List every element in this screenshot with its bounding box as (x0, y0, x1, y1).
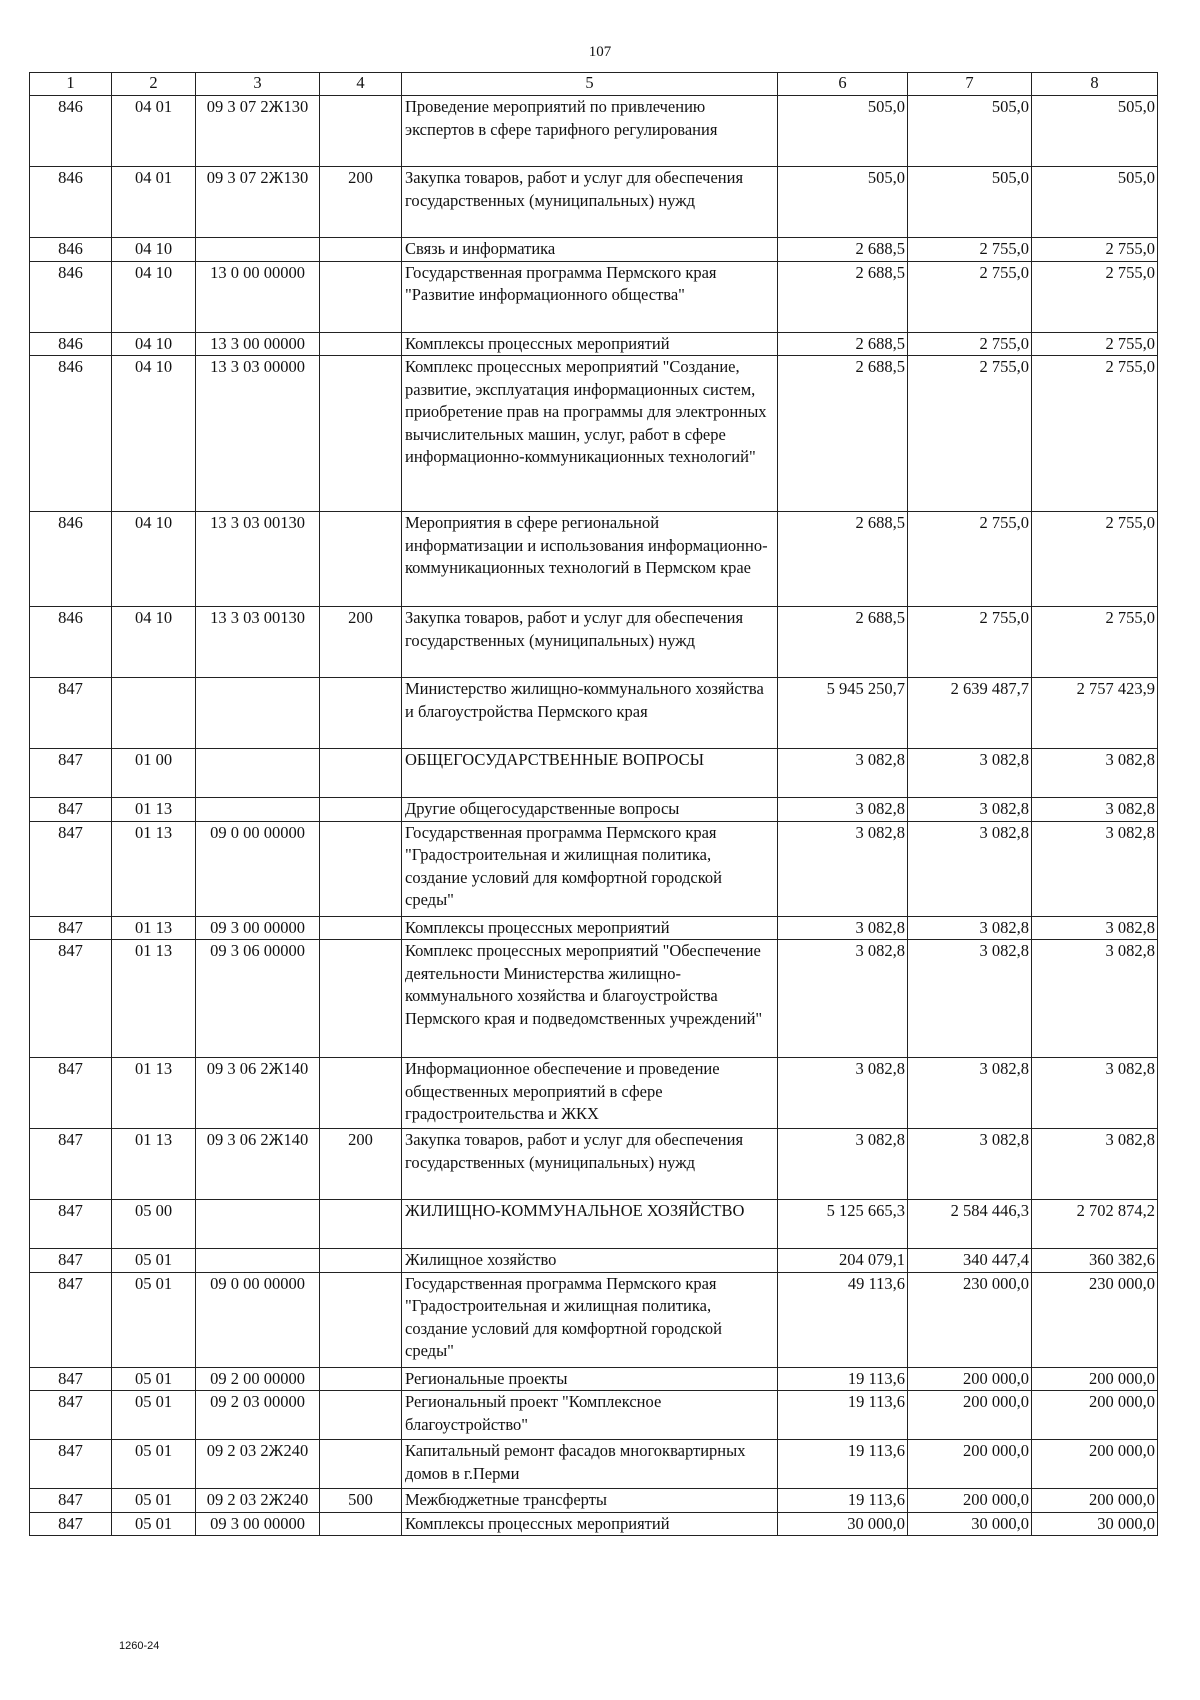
expense-type-cell (320, 1391, 402, 1440)
amount-col7-cell: 2 755,0 (908, 261, 1032, 332)
item-name-cell: ЖИЛИЩНО-КОММУНАЛЬНОЕ ХОЗЯЙСТВО (402, 1200, 778, 1249)
ministry-code-cell: 847 (30, 821, 112, 916)
amount-col8-cell: 3 082,8 (1032, 1129, 1158, 1200)
amount-col8-cell: 230 000,0 (1032, 1272, 1158, 1367)
item-name-cell: Региональные проекты (402, 1367, 778, 1391)
amount-col8-cell: 2 755,0 (1032, 356, 1158, 512)
section-code-cell: 01 13 (112, 798, 196, 822)
item-name-cell: Комплекс процессных мероприятий "Создание, развитие, эксплуатация информационных систем, приобретение прав на программы для электронных вычислительных машин, услуг, работ в сфере информационно-коммуникационных технологий" (402, 356, 778, 512)
target-article-cell: 09 3 06 00000 (196, 940, 320, 1058)
ministry-code-cell: 847 (30, 1512, 112, 1536)
column-header: 5 (402, 73, 778, 96)
amount-col6-cell: 2 688,5 (778, 356, 908, 512)
ministry-code-cell: 847 (30, 1367, 112, 1391)
expense-type-cell: 500 (320, 1489, 402, 1513)
amount-col7-cell: 200 000,0 (908, 1489, 1032, 1513)
section-code-cell: 01 13 (112, 916, 196, 940)
item-name-cell: Комплексы процессных мероприятий (402, 332, 778, 356)
item-name-cell: ОБЩЕГОСУДАРСТВЕННЫЕ ВОПРОСЫ (402, 749, 778, 798)
column-header: 6 (778, 73, 908, 96)
target-article-cell (196, 749, 320, 798)
section-code-cell: 04 10 (112, 238, 196, 262)
expense-type-cell (320, 332, 402, 356)
section-code-cell: 05 01 (112, 1440, 196, 1489)
item-name-cell: Комплекс процессных мероприятий "Обеспечение деятельности Министерства жилищно-коммунального хозяйства и благоустройства Пермского края и подведомственных учреждений" (402, 940, 778, 1058)
column-header: 3 (196, 73, 320, 96)
expense-type-cell (320, 821, 402, 916)
expense-type-cell (320, 749, 402, 798)
amount-col6-cell: 3 082,8 (778, 798, 908, 822)
column-header: 8 (1032, 73, 1158, 96)
item-name-cell: Закупка товаров, работ и услуг для обеспечения государственных (муниципальных) нужд (402, 607, 778, 678)
target-article-cell: 09 2 03 00000 (196, 1391, 320, 1440)
amount-col7-cell: 3 082,8 (908, 940, 1032, 1058)
target-article-cell: 09 3 07 2Ж130 (196, 167, 320, 238)
target-article-cell: 09 3 00 00000 (196, 1512, 320, 1536)
target-article-cell (196, 1200, 320, 1249)
budget-table (29, 72, 1158, 1536)
section-code-cell: 01 13 (112, 1058, 196, 1129)
amount-col6-cell: 3 082,8 (778, 1129, 908, 1200)
target-article-cell: 09 3 07 2Ж130 (196, 96, 320, 167)
amount-col8-cell: 360 382,6 (1032, 1249, 1158, 1273)
target-article-cell: 13 3 03 00130 (196, 512, 320, 607)
target-article-cell (196, 1249, 320, 1273)
table-row (30, 96, 1158, 167)
expense-type-cell (320, 1512, 402, 1536)
table-row (30, 1272, 1158, 1367)
ministry-code-cell: 846 (30, 167, 112, 238)
section-code-cell: 04 10 (112, 512, 196, 607)
item-name-cell: Региональный проект "Комплексное благоустройство" (402, 1391, 778, 1440)
table-row (30, 798, 1158, 822)
expense-type-cell (320, 798, 402, 822)
table-row (30, 1249, 1158, 1273)
amount-col7-cell: 340 447,4 (908, 1249, 1032, 1273)
amount-col7-cell: 200 000,0 (908, 1367, 1032, 1391)
expense-type-cell (320, 238, 402, 262)
expense-type-cell (320, 1272, 402, 1367)
table-row (30, 1129, 1158, 1200)
amount-col7-cell: 505,0 (908, 167, 1032, 238)
amount-col6-cell: 30 000,0 (778, 1512, 908, 1536)
expense-type-cell (320, 916, 402, 940)
amount-col6-cell: 49 113,6 (778, 1272, 908, 1367)
section-code-cell: 04 10 (112, 332, 196, 356)
amount-col6-cell: 5 945 250,7 (778, 678, 908, 749)
section-code-cell: 01 13 (112, 821, 196, 916)
amount-col8-cell: 2 755,0 (1032, 332, 1158, 356)
target-article-cell (196, 238, 320, 262)
amount-col8-cell: 3 082,8 (1032, 940, 1158, 1058)
item-name-cell: Государственная программа Пермского края "Градостроительная и жилищная политика, создание условий для комфортной городской среды" (402, 1272, 778, 1367)
column-header: 2 (112, 73, 196, 96)
column-header: 4 (320, 73, 402, 96)
section-code-cell: 05 01 (112, 1391, 196, 1440)
ministry-code-cell: 847 (30, 940, 112, 1058)
amount-col6-cell: 19 113,6 (778, 1367, 908, 1391)
item-name-cell: Закупка товаров, работ и услуг для обеспечения государственных (муниципальных) нужд (402, 167, 778, 238)
target-article-cell: 09 2 03 2Ж240 (196, 1440, 320, 1489)
ministry-code-cell: 846 (30, 238, 112, 262)
item-name-cell: Государственная программа Пермского края "Развитие информационного общества" (402, 261, 778, 332)
ministry-code-cell: 847 (30, 798, 112, 822)
amount-col8-cell: 505,0 (1032, 167, 1158, 238)
table-row (30, 940, 1158, 1058)
target-article-cell: 09 2 00 00000 (196, 1367, 320, 1391)
amount-col7-cell: 3 082,8 (908, 1058, 1032, 1129)
section-code-cell: 05 01 (112, 1367, 196, 1391)
target-article-cell: 13 0 00 00000 (196, 261, 320, 332)
section-code-cell: 01 00 (112, 749, 196, 798)
target-article-cell (196, 678, 320, 749)
amount-col7-cell: 2 755,0 (908, 356, 1032, 512)
ministry-code-cell: 847 (30, 678, 112, 749)
table-row (30, 678, 1158, 749)
amount-col7-cell: 230 000,0 (908, 1272, 1032, 1367)
amount-col6-cell: 505,0 (778, 96, 908, 167)
amount-col6-cell: 3 082,8 (778, 749, 908, 798)
table-row (30, 1200, 1158, 1249)
expense-type-cell (320, 1440, 402, 1489)
column-header: 1 (30, 73, 112, 96)
amount-col8-cell: 2 755,0 (1032, 512, 1158, 607)
ministry-code-cell: 846 (30, 261, 112, 332)
table-row (30, 1489, 1158, 1513)
ministry-code-cell: 847 (30, 749, 112, 798)
table-row (30, 332, 1158, 356)
table-row (30, 821, 1158, 916)
amount-col8-cell: 30 000,0 (1032, 1512, 1158, 1536)
amount-col8-cell: 2 755,0 (1032, 238, 1158, 262)
ministry-code-cell: 846 (30, 332, 112, 356)
amount-col8-cell: 3 082,8 (1032, 749, 1158, 798)
amount-col7-cell: 200 000,0 (908, 1440, 1032, 1489)
amount-col8-cell: 200 000,0 (1032, 1367, 1158, 1391)
section-code-cell: 05 01 (112, 1489, 196, 1513)
amount-col6-cell: 2 688,5 (778, 238, 908, 262)
amount-col7-cell: 30 000,0 (908, 1512, 1032, 1536)
amount-col8-cell: 3 082,8 (1032, 798, 1158, 822)
table-row (30, 1367, 1158, 1391)
item-name-cell: Министерство жилищно-коммунального хозяйства и благоустройства Пермского края (402, 678, 778, 749)
ministry-code-cell: 847 (30, 1058, 112, 1129)
ministry-code-cell: 847 (30, 1200, 112, 1249)
section-code-cell (112, 678, 196, 749)
amount-col8-cell: 2 755,0 (1032, 261, 1158, 332)
expense-type-cell: 200 (320, 167, 402, 238)
amount-col7-cell: 3 082,8 (908, 1129, 1032, 1200)
target-article-cell: 09 3 06 2Ж140 (196, 1058, 320, 1129)
item-name-cell: Другие общегосударственные вопросы (402, 798, 778, 822)
item-name-cell: Информационное обеспечение и проведение общественных мероприятий в сфере градостроительства и ЖКХ (402, 1058, 778, 1129)
expense-type-cell: 200 (320, 607, 402, 678)
table-row (30, 238, 1158, 262)
ministry-code-cell: 846 (30, 512, 112, 607)
amount-col8-cell: 505,0 (1032, 96, 1158, 167)
amount-col8-cell: 200 000,0 (1032, 1440, 1158, 1489)
amount-col8-cell: 200 000,0 (1032, 1391, 1158, 1440)
section-code-cell: 01 13 (112, 1129, 196, 1200)
ministry-code-cell: 847 (30, 1249, 112, 1273)
ministry-code-cell: 846 (30, 607, 112, 678)
table-row (30, 1058, 1158, 1129)
amount-col6-cell: 19 113,6 (778, 1489, 908, 1513)
table-row (30, 749, 1158, 798)
expense-type-cell: 200 (320, 1129, 402, 1200)
amount-col7-cell: 3 082,8 (908, 749, 1032, 798)
target-article-cell: 09 3 00 00000 (196, 916, 320, 940)
table-row (30, 512, 1158, 607)
amount-col8-cell: 2 757 423,9 (1032, 678, 1158, 749)
amount-col7-cell: 2 755,0 (908, 332, 1032, 356)
ministry-code-cell: 846 (30, 96, 112, 167)
item-name-cell: Связь и информатика (402, 238, 778, 262)
expense-type-cell (320, 512, 402, 607)
ministry-code-cell: 847 (30, 1391, 112, 1440)
ministry-code-cell: 847 (30, 1129, 112, 1200)
table-row (30, 1440, 1158, 1489)
amount-col7-cell: 3 082,8 (908, 798, 1032, 822)
table-row (30, 167, 1158, 238)
expense-type-cell (320, 940, 402, 1058)
item-name-cell: Проведение мероприятий по привлечению экспертов в сфере тарифного регулирования (402, 96, 778, 167)
item-name-cell: Межбюджетные трансферты (402, 1489, 778, 1513)
item-name-cell: Мероприятия в сфере региональной информатизации и использования информационно-коммуникационных технологий в Пермском крае (402, 512, 778, 607)
amount-col7-cell: 2 755,0 (908, 607, 1032, 678)
section-code-cell: 05 01 (112, 1272, 196, 1367)
expense-type-cell (320, 1367, 402, 1391)
expense-type-cell (320, 678, 402, 749)
section-code-cell: 04 01 (112, 167, 196, 238)
section-code-cell: 04 10 (112, 261, 196, 332)
target-article-cell: 13 3 03 00130 (196, 607, 320, 678)
ministry-code-cell: 847 (30, 1272, 112, 1367)
page-number: 107 (588, 44, 612, 60)
table-row (30, 607, 1158, 678)
section-code-cell: 05 01 (112, 1249, 196, 1273)
expense-type-cell (320, 261, 402, 332)
item-name-cell: Закупка товаров, работ и услуг для обеспечения государственных (муниципальных) нужд (402, 1129, 778, 1200)
amount-col6-cell: 5 125 665,3 (778, 1200, 908, 1249)
amount-col7-cell: 2 639 487,7 (908, 678, 1032, 749)
column-header: 7 (908, 73, 1032, 96)
item-name-cell: Жилищное хозяйство (402, 1249, 778, 1273)
amount-col7-cell: 2 584 446,3 (908, 1200, 1032, 1249)
amount-col6-cell: 204 079,1 (778, 1249, 908, 1273)
amount-col7-cell: 3 082,8 (908, 916, 1032, 940)
section-code-cell: 04 10 (112, 607, 196, 678)
amount-col7-cell: 505,0 (908, 96, 1032, 167)
target-article-cell: 13 3 00 00000 (196, 332, 320, 356)
target-article-cell: 09 0 00 00000 (196, 1272, 320, 1367)
section-code-cell: 05 01 (112, 1512, 196, 1536)
section-code-cell: 04 01 (112, 96, 196, 167)
target-article-cell: 09 2 03 2Ж240 (196, 1489, 320, 1513)
item-name-cell: Комплексы процессных мероприятий (402, 1512, 778, 1536)
amount-col6-cell: 3 082,8 (778, 821, 908, 916)
table-row (30, 261, 1158, 332)
amount-col7-cell: 2 755,0 (908, 238, 1032, 262)
amount-col6-cell: 19 113,6 (778, 1391, 908, 1440)
amount-col6-cell: 2 688,5 (778, 512, 908, 607)
expense-type-cell (320, 1058, 402, 1129)
item-name-cell: Комплексы процессных мероприятий (402, 916, 778, 940)
amount-col8-cell: 3 082,8 (1032, 821, 1158, 916)
column-number-row (30, 73, 1158, 96)
item-name-cell: Капитальный ремонт фасадов многоквартирных домов в г.Перми (402, 1440, 778, 1489)
expense-type-cell (320, 96, 402, 167)
amount-col7-cell: 2 755,0 (908, 512, 1032, 607)
amount-col6-cell: 2 688,5 (778, 332, 908, 356)
table-row (30, 356, 1158, 512)
amount-col6-cell: 19 113,6 (778, 1440, 908, 1489)
amount-col6-cell: 505,0 (778, 167, 908, 238)
amount-col8-cell: 2 702 874,2 (1032, 1200, 1158, 1249)
amount-col8-cell: 200 000,0 (1032, 1489, 1158, 1513)
section-code-cell: 05 00 (112, 1200, 196, 1249)
expense-type-cell (320, 356, 402, 512)
amount-col6-cell: 2 688,5 (778, 261, 908, 332)
target-article-cell (196, 798, 320, 822)
table-row (30, 1512, 1158, 1536)
ministry-code-cell: 847 (30, 916, 112, 940)
amount-col6-cell: 3 082,8 (778, 1058, 908, 1129)
expense-type-cell (320, 1200, 402, 1249)
ministry-code-cell: 847 (30, 1440, 112, 1489)
target-article-cell: 09 3 06 2Ж140 (196, 1129, 320, 1200)
section-code-cell: 04 10 (112, 356, 196, 512)
amount-col6-cell: 3 082,8 (778, 940, 908, 1058)
target-article-cell: 13 3 03 00000 (196, 356, 320, 512)
item-name-cell: Государственная программа Пермского края "Градостроительная и жилищная политика, создание условий для комфортной городской среды" (402, 821, 778, 916)
expense-type-cell (320, 1249, 402, 1273)
ministry-code-cell: 846 (30, 356, 112, 512)
table-row (30, 916, 1158, 940)
amount-col6-cell: 3 082,8 (778, 916, 908, 940)
target-article-cell: 09 0 00 00000 (196, 821, 320, 916)
section-code-cell: 01 13 (112, 940, 196, 1058)
table-row (30, 1391, 1158, 1440)
amount-col7-cell: 3 082,8 (908, 821, 1032, 916)
ministry-code-cell: 847 (30, 1489, 112, 1513)
document-code: 1260-24 (119, 1640, 160, 1652)
amount-col8-cell: 3 082,8 (1032, 916, 1158, 940)
amount-col8-cell: 3 082,8 (1032, 1058, 1158, 1129)
amount-col7-cell: 200 000,0 (908, 1391, 1032, 1440)
amount-col6-cell: 2 688,5 (778, 607, 908, 678)
amount-col8-cell: 2 755,0 (1032, 607, 1158, 678)
